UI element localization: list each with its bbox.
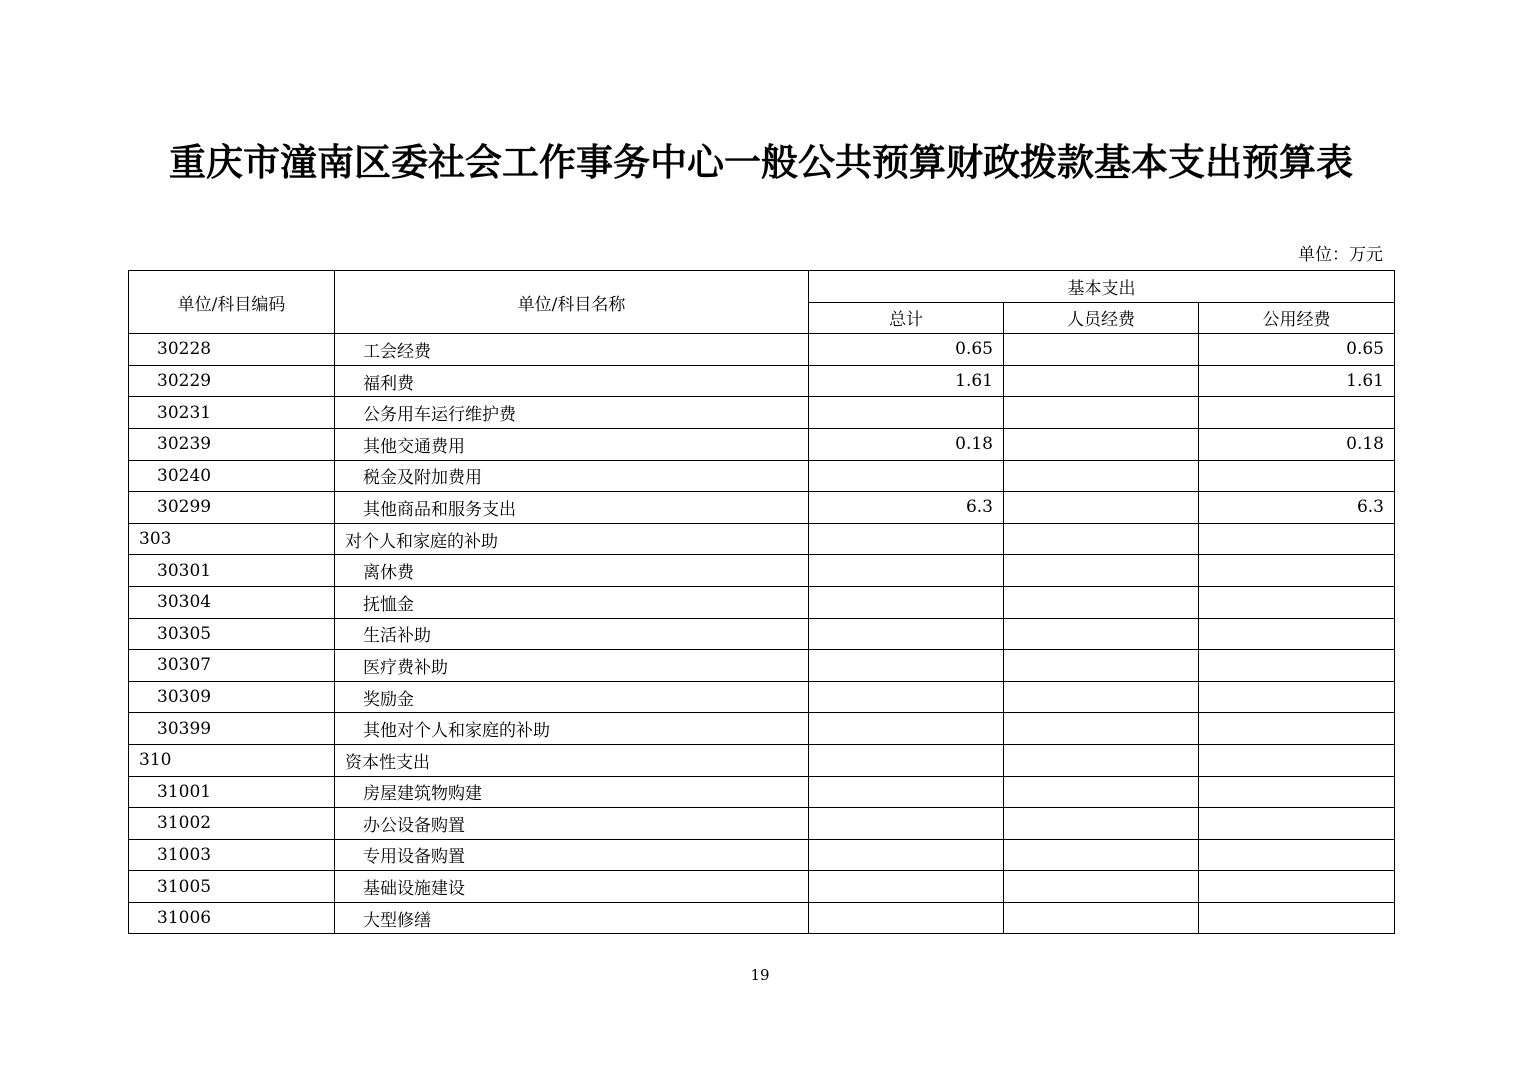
cell-total: [809, 776, 1004, 808]
cell-personnel: [1004, 334, 1199, 366]
header-total: 总计: [809, 302, 1004, 334]
cell-public: [1199, 555, 1395, 587]
table-row: [129, 808, 1395, 840]
table-row: [129, 492, 1395, 524]
cell-total: [809, 902, 1004, 934]
cell-code: 303: [129, 523, 335, 555]
cell-name: 大型修缮: [335, 902, 809, 934]
cell-name: 其他交通费用: [335, 428, 809, 460]
table-row: [129, 586, 1395, 618]
cell-personnel: [1004, 681, 1199, 713]
cell-total: [809, 839, 1004, 871]
cell-code: 30304: [129, 586, 335, 618]
cell-name: 奖励金: [335, 681, 809, 713]
table-row: [129, 618, 1395, 650]
cell-name: 资本性支出: [335, 744, 809, 776]
cell-public: [1199, 902, 1395, 934]
cell-total: [809, 744, 1004, 776]
cell-code: 30399: [129, 713, 335, 745]
cell-name: 办公设备购置: [335, 808, 809, 840]
cell-public: [1199, 523, 1395, 555]
cell-total: 1.61: [809, 365, 1004, 397]
cell-public: [1199, 397, 1395, 429]
cell-name: 生活补助: [335, 618, 809, 650]
cell-name: 房屋建筑物购建: [335, 776, 809, 808]
table-row: [129, 397, 1395, 429]
cell-code: 30299: [129, 492, 335, 524]
cell-personnel: [1004, 808, 1199, 840]
table-row: [129, 871, 1395, 903]
cell-code: 30301: [129, 555, 335, 587]
cell-public: [1199, 808, 1395, 840]
table-row: [129, 523, 1395, 555]
cell-code: 310: [129, 744, 335, 776]
cell-total: [809, 713, 1004, 745]
cell-public: [1199, 776, 1395, 808]
cell-name: 其他商品和服务支出: [335, 492, 809, 524]
cell-name: 抚恤金: [335, 586, 809, 618]
header-basic-expenditure: 基本支出: [809, 271, 1395, 303]
cell-personnel: [1004, 397, 1199, 429]
cell-public: [1199, 744, 1395, 776]
table-row: [129, 460, 1395, 492]
cell-public: [1199, 650, 1395, 682]
cell-total: [809, 523, 1004, 555]
cell-total: 6.3: [809, 492, 1004, 524]
budget-table: [128, 270, 1395, 934]
cell-total: 0.18: [809, 428, 1004, 460]
cell-code: 30307: [129, 650, 335, 682]
page-title: 重庆市潼南区委社会工作事务中心一般公共预算财政拨款基本支出预算表: [169, 140, 1353, 184]
cell-name: 对个人和家庭的补助: [335, 523, 809, 555]
cell-public: [1199, 713, 1395, 745]
cell-total: [809, 650, 1004, 682]
cell-personnel: [1004, 492, 1199, 524]
cell-total: [809, 681, 1004, 713]
cell-personnel: [1004, 586, 1199, 618]
cell-public: 0.18: [1199, 428, 1395, 460]
cell-total: [809, 555, 1004, 587]
cell-personnel: [1004, 744, 1199, 776]
header-public: 公用经费: [1199, 302, 1395, 334]
cell-code: 30309: [129, 681, 335, 713]
cell-personnel: [1004, 776, 1199, 808]
cell-code: 31001: [129, 776, 335, 808]
cell-public: [1199, 460, 1395, 492]
cell-name: 福利费: [335, 365, 809, 397]
cell-code: 30228: [129, 334, 335, 366]
table-row: [129, 839, 1395, 871]
header-name: 单位/科目名称: [335, 271, 809, 334]
cell-code: 31002: [129, 808, 335, 840]
table-row: [129, 365, 1395, 397]
cell-name: 基础设施建设: [335, 871, 809, 903]
cell-personnel: [1004, 902, 1199, 934]
cell-personnel: [1004, 618, 1199, 650]
cell-total: [809, 397, 1004, 429]
cell-code: 31006: [129, 902, 335, 934]
cell-personnel: [1004, 713, 1199, 745]
cell-personnel: [1004, 839, 1199, 871]
cell-public: [1199, 681, 1395, 713]
cell-total: [809, 460, 1004, 492]
cell-personnel: [1004, 523, 1199, 555]
header-code: 单位/科目编码: [129, 271, 335, 334]
cell-public: [1199, 586, 1395, 618]
cell-personnel: [1004, 555, 1199, 587]
cell-public: 0.65: [1199, 334, 1395, 366]
unit-label: 单位：万元: [1298, 245, 1383, 265]
cell-personnel: [1004, 460, 1199, 492]
cell-personnel: [1004, 871, 1199, 903]
table-row: [129, 555, 1395, 587]
cell-total: [809, 808, 1004, 840]
table-row: [129, 428, 1395, 460]
cell-total: [809, 586, 1004, 618]
header-personnel: 人员经费: [1004, 302, 1199, 334]
table-row: [129, 713, 1395, 745]
table-row: [129, 776, 1395, 808]
cell-total: [809, 871, 1004, 903]
table-row: [129, 681, 1395, 713]
table-body: [129, 334, 1395, 934]
table-row: [129, 902, 1395, 934]
cell-name: 医疗费补助: [335, 650, 809, 682]
table-row: [129, 650, 1395, 682]
cell-public: [1199, 618, 1395, 650]
cell-personnel: [1004, 365, 1199, 397]
cell-personnel: [1004, 428, 1199, 460]
cell-name: 离休费: [335, 555, 809, 587]
page-number: 19: [750, 966, 770, 984]
cell-code: 30305: [129, 618, 335, 650]
cell-name: 公务用车运行维护费: [335, 397, 809, 429]
cell-public: 1.61: [1199, 365, 1395, 397]
cell-public: [1199, 839, 1395, 871]
cell-name: 专用设备购置: [335, 839, 809, 871]
cell-total: [809, 618, 1004, 650]
cell-code: 30240: [129, 460, 335, 492]
cell-code: 31005: [129, 871, 335, 903]
cell-name: 工会经费: [335, 334, 809, 366]
cell-personnel: [1004, 650, 1199, 682]
cell-code: 31003: [129, 839, 335, 871]
table-row: [129, 334, 1395, 366]
cell-total: 0.65: [809, 334, 1004, 366]
cell-name: 税金及附加费用: [335, 460, 809, 492]
cell-name: 其他对个人和家庭的补助: [335, 713, 809, 745]
cell-public: [1199, 871, 1395, 903]
cell-code: 30231: [129, 397, 335, 429]
cell-code: 30229: [129, 365, 335, 397]
cell-code: 30239: [129, 428, 335, 460]
cell-public: 6.3: [1199, 492, 1395, 524]
table-row: [129, 744, 1395, 776]
